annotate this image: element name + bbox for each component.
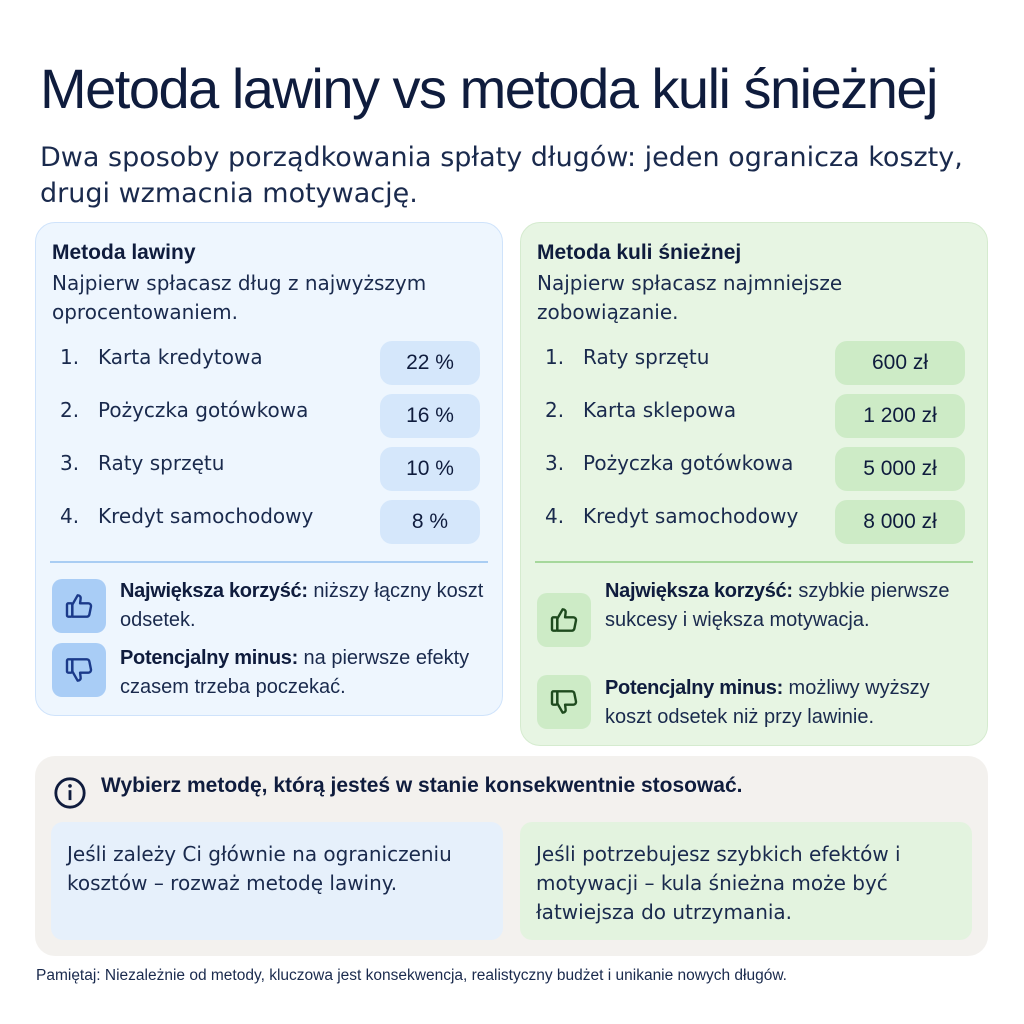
page-title: Metoda lawiny vs metoda kuli śnieżnej bbox=[40, 57, 937, 120]
snowball-description: Najpierw spłacasz najmniejsze zobowiązanie. bbox=[537, 271, 843, 324]
list-item-label: Karta sklepowa bbox=[583, 398, 737, 422]
interest-rate-badge: 8 % bbox=[380, 500, 480, 544]
interest-rate-badge: 10 % bbox=[380, 447, 480, 491]
list-item-label: Raty sprzętu bbox=[98, 451, 225, 475]
con-text: na pierwsze efekty czasem trzeba poczekać. bbox=[120, 647, 470, 698]
tip-avalanche: Jeśli zależy Ci głównie na ograniczeniu kosztów – rozważ metodę lawiny. bbox=[51, 822, 503, 940]
con-label: Potencjalny minus: bbox=[605, 677, 783, 699]
thumbs-down-icon bbox=[52, 643, 106, 697]
thumbs-down-icon bbox=[537, 675, 591, 729]
interest-rate-badge: 16 % bbox=[380, 394, 480, 438]
amount-badge: 1 200 zł bbox=[835, 394, 965, 438]
list-item-label: Raty sprzętu bbox=[583, 345, 710, 369]
list-item bbox=[521, 341, 987, 385]
list-item bbox=[521, 447, 987, 491]
amount-badge: 8 000 zł bbox=[835, 500, 965, 544]
footnote: Pamiętaj: Niezależnie od metody, kluczowa jest konsekwencja, realistyczny budżet i unikanie nowych długów. bbox=[36, 967, 787, 984]
pro-label: Największa korzyść: bbox=[120, 580, 308, 602]
list-item-label: Kredyt samochodowy bbox=[98, 504, 314, 528]
con-note bbox=[605, 674, 975, 732]
list-item-number: 1. bbox=[545, 345, 565, 369]
avalanche-description: Najpierw spłacasz dług z najwyższym oprocentowaniem. bbox=[52, 271, 427, 324]
list-item-number: 3. bbox=[60, 451, 80, 475]
divider bbox=[50, 561, 488, 563]
list-item-label: Karta kredytowa bbox=[98, 345, 263, 369]
divider bbox=[535, 561, 973, 563]
thumbs-up-icon bbox=[52, 579, 106, 633]
page-subtitle: Dwa sposoby porządkowania spłaty długów: jeden ogranicza koszty, drugi wzmacnia motywację. bbox=[40, 142, 963, 209]
thumbs-up-icon bbox=[537, 593, 591, 647]
list-item-number: 3. bbox=[545, 451, 565, 475]
avalanche-card bbox=[35, 222, 503, 716]
pro-note bbox=[120, 577, 490, 635]
list-item-number: 2. bbox=[545, 398, 565, 422]
tip-title: Wybierz metodę, którą jesteś w stanie konsekwentnie stosować. bbox=[101, 774, 743, 797]
con-label: Potencjalny minus: bbox=[120, 647, 298, 669]
list-item-number: 4. bbox=[545, 504, 565, 528]
con-text: możliwy wyższy koszt odsetek niż przy lawinie. bbox=[605, 677, 930, 728]
pro-text: szybkie pierwsze sukcesy i większa motywacja. bbox=[605, 580, 950, 631]
snowball-card bbox=[520, 222, 988, 746]
list-item-label: Kredyt samochodowy bbox=[583, 504, 799, 528]
list-item-number: 4. bbox=[60, 504, 80, 528]
list-item-label: Pożyczka gotówkowa bbox=[583, 451, 794, 475]
info-icon bbox=[53, 776, 87, 810]
list-item-number: 1. bbox=[60, 345, 80, 369]
pro-label: Największa korzyść: bbox=[605, 580, 793, 602]
list-item bbox=[36, 341, 502, 385]
snowball-title: Metoda kuli śnieżnej bbox=[537, 241, 742, 264]
con-note bbox=[120, 644, 490, 702]
list-item-label: Pożyczka gotówkowa bbox=[98, 398, 309, 422]
list-item bbox=[36, 447, 502, 491]
avalanche-title: Metoda lawiny bbox=[52, 241, 196, 264]
list-item bbox=[36, 394, 502, 438]
pro-note bbox=[605, 577, 975, 635]
interest-rate-badge: 22 % bbox=[380, 341, 480, 385]
tip-snowball: Jeśli potrzebujesz szybkich efektów i motywacji – kula śnieżna może być łatwiejsza do utrzymania. bbox=[520, 822, 972, 940]
tip-panel bbox=[35, 756, 988, 956]
list-item bbox=[36, 500, 502, 544]
amount-badge: 600 zł bbox=[835, 341, 965, 385]
list-item bbox=[521, 500, 987, 544]
amount-badge: 5 000 zł bbox=[835, 447, 965, 491]
list-item-number: 2. bbox=[60, 398, 80, 422]
pro-text: niższy łączny koszt odsetek. bbox=[120, 580, 484, 631]
list-item bbox=[521, 394, 987, 438]
